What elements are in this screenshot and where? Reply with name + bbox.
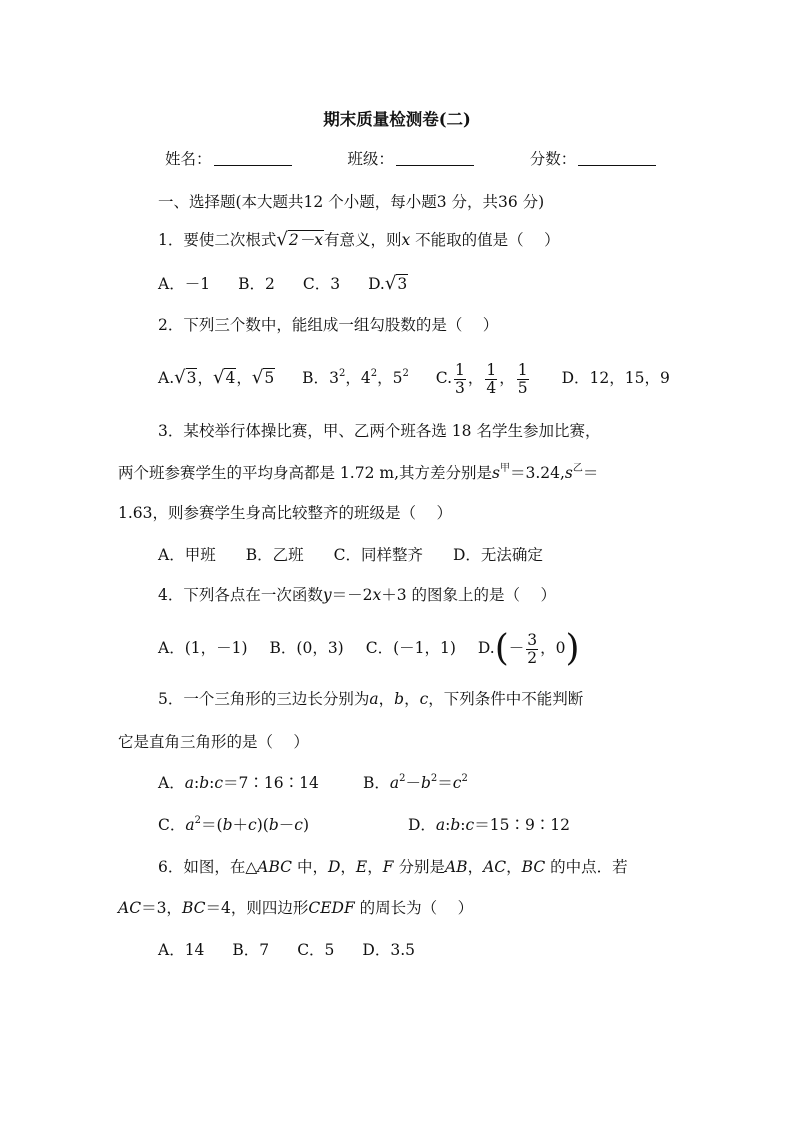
radical-sign-icon: √ [384, 273, 397, 294]
q3-value-1: ＝3.24, [509, 464, 565, 482]
q4-d-frac: $\frac{3}{2}$ [527, 630, 538, 667]
question-3-line-1: 3．某校举行体操比赛，甲、乙两个班各选 18 名学生参加比赛， [158, 422, 601, 440]
q3-sup-jia: 甲 [499, 463, 510, 474]
q3-option-d[interactable]: D．无法确定 [452, 546, 543, 564]
q1-text-b: 有意义，则 [323, 231, 402, 249]
q2-c-frac-3: $\frac{1}{5}$ [517, 360, 528, 397]
q2-option-d[interactable]: D．12，15，9 [561, 369, 670, 387]
q3-equals: ＝ [582, 464, 599, 482]
q4-text-a: 4．下列各点在一次函数 [158, 586, 323, 604]
q2-b-base: 4 [360, 369, 371, 387]
q6-option-d[interactable]: D．3.5 [362, 941, 415, 959]
q2-a-comma: ， [236, 369, 252, 387]
q2-option-b[interactable] [302, 358, 409, 398]
question-6-options [158, 940, 455, 960]
q4-y: y [322, 586, 332, 604]
q5-text-b: ，下列条件中不能判断 [428, 690, 584, 708]
question-1-options [158, 274, 408, 294]
q4-text-b: ＝－2 [331, 586, 373, 604]
question-3-line-3: 1.63，则参赛学生身高比较整齐的班级是（ ） [118, 504, 452, 522]
q3-option-b[interactable]: B．乙班 [245, 546, 304, 564]
score-label: 分数： [529, 150, 577, 168]
q2-b-exp: 2 [402, 368, 409, 379]
q1-text-c: 不能取的值是（ ） [415, 231, 560, 249]
question-5-line-1: 5．一个三角形的三边长分别为a，b，c，下列条件中不能判断 [158, 690, 584, 708]
q2-c-comma: ， [467, 369, 484, 387]
name-blank[interactable] [214, 150, 292, 166]
q2-a-r1: 3 [186, 369, 197, 387]
q2-b-label: B． [302, 369, 330, 387]
question-4-options [158, 626, 580, 670]
q2-b-comma: ， [345, 369, 361, 387]
q1-option-a[interactable]: A．－1 [158, 275, 211, 293]
q4-d-label: D. [477, 639, 495, 657]
q2-b-comma: ， [377, 369, 393, 387]
q2-option-a[interactable] [158, 358, 275, 398]
q2-a-r3: 5 [264, 369, 275, 387]
q2-b-exp: 2 [338, 368, 346, 379]
q4-option-c[interactable]: C．(－1，1) [365, 639, 456, 657]
q2-c-frac-2: $\frac{1}{4}$ [486, 360, 497, 397]
q5-option-a[interactable]: A．a:b:c＝7∶16∶14 [158, 774, 319, 792]
q5-option-b[interactable]: B．$a^2-b^2=c^2$ [362, 773, 468, 792]
q2-a-label: A. [158, 369, 175, 387]
q3-s: s [564, 464, 573, 482]
radical-sign-icon: √ [276, 229, 288, 250]
question-3-options [158, 545, 583, 565]
name-label: 姓名： [165, 150, 212, 168]
class-label: 班级： [347, 150, 394, 168]
radical-sign-icon: √ [251, 367, 264, 388]
question-6-line-2: AC＝3，BC＝4，则四边形CEDF 的周长为（ ） [118, 899, 474, 917]
q1-option-d-label: D. [368, 275, 385, 293]
q3-option-a[interactable]: A．甲班 [158, 546, 216, 564]
q1-option-d-radicand: 3 [397, 275, 408, 293]
q2-b-base: 5 [392, 369, 403, 387]
q4-x: x [372, 586, 382, 604]
question-6-line-1: 6．如图，在△ABC 中，D，E，F 分别是AB，AC，BC 的中点．若 [158, 858, 628, 876]
q2-option-c[interactable] [436, 358, 531, 398]
question-5-options-ab [158, 773, 468, 793]
q6-option-b[interactable]: B．7 [232, 941, 270, 959]
q1-text-a: 1．要使二次根式 [158, 231, 277, 249]
question-2-options [158, 358, 670, 398]
page-title: 期末质量检测卷(二) [323, 110, 471, 129]
right-paren-icon: ) [565, 628, 580, 669]
q3-s: s [492, 464, 500, 482]
q4-d-neg: － [508, 639, 525, 657]
q1-var: x [401, 231, 411, 249]
radical-sign-icon: √ [174, 367, 186, 388]
q2-c-label: C. [435, 369, 453, 387]
q2-b-base: 3 [329, 369, 339, 387]
q5-text-a: 5．一个三角形的三边长分别为 [158, 690, 370, 708]
class-blank[interactable] [396, 150, 474, 166]
question-3-line-2 [118, 463, 598, 483]
q6-option-a[interactable]: A．14 [158, 941, 205, 959]
q1-option-b[interactable]: B．2 [238, 275, 275, 293]
q2-c-comma: ， [499, 369, 515, 387]
q2-a-r2: 4 [225, 369, 236, 387]
q4-text-c: ＋3 的图象上的是（ ） [381, 586, 556, 604]
student-info-row [165, 149, 656, 169]
score-blank[interactable] [578, 150, 656, 166]
q1-option-d[interactable] [368, 274, 408, 294]
q2-b-exp: 2 [370, 368, 378, 379]
q4-option-d[interactable] [478, 626, 580, 671]
left-paren-icon: ( [494, 628, 509, 669]
q5-option-d[interactable]: D．a:b:c＝15∶9∶12 [407, 816, 571, 834]
q5-option-c[interactable]: C．$a^2=(b+c)(b-c)$ [158, 815, 310, 834]
q4-option-a[interactable]: A．(1，－1) [158, 639, 248, 657]
q1-radicand: 2－x [288, 231, 323, 249]
q2-c-frac-1: $\frac{1}{3}$ [455, 360, 465, 397]
q3-sup-yi: 乙 [572, 463, 583, 474]
question-5-options-cd [158, 815, 570, 835]
radical-sign-icon: √ [213, 367, 225, 388]
q1-option-c[interactable]: C．3 [302, 275, 341, 293]
question-2-stem: 2．下列三个数中，能组成一组勾股数的是（ ） [158, 316, 499, 334]
q4-d-rest: ，0 [540, 639, 566, 657]
section-heading: 一、选择题(本大题共12 个小题，每小题3 分，共36 分) [158, 193, 545, 211]
question-1-stem [158, 230, 560, 250]
q3-option-c[interactable]: C．同样整齐 [333, 546, 423, 564]
q2-a-comma: ， [197, 369, 213, 387]
q6-option-c[interactable]: C．5 [297, 941, 335, 959]
q4-option-b[interactable]: B．(0，3) [269, 639, 344, 657]
question-4-stem [158, 585, 556, 605]
question-5-line-2: 它是直角三角形的是（ ） [118, 733, 309, 751]
q3-text: 两个班参赛学生的平均身高都是 1.72 m,其方差分别是 [118, 464, 492, 482]
